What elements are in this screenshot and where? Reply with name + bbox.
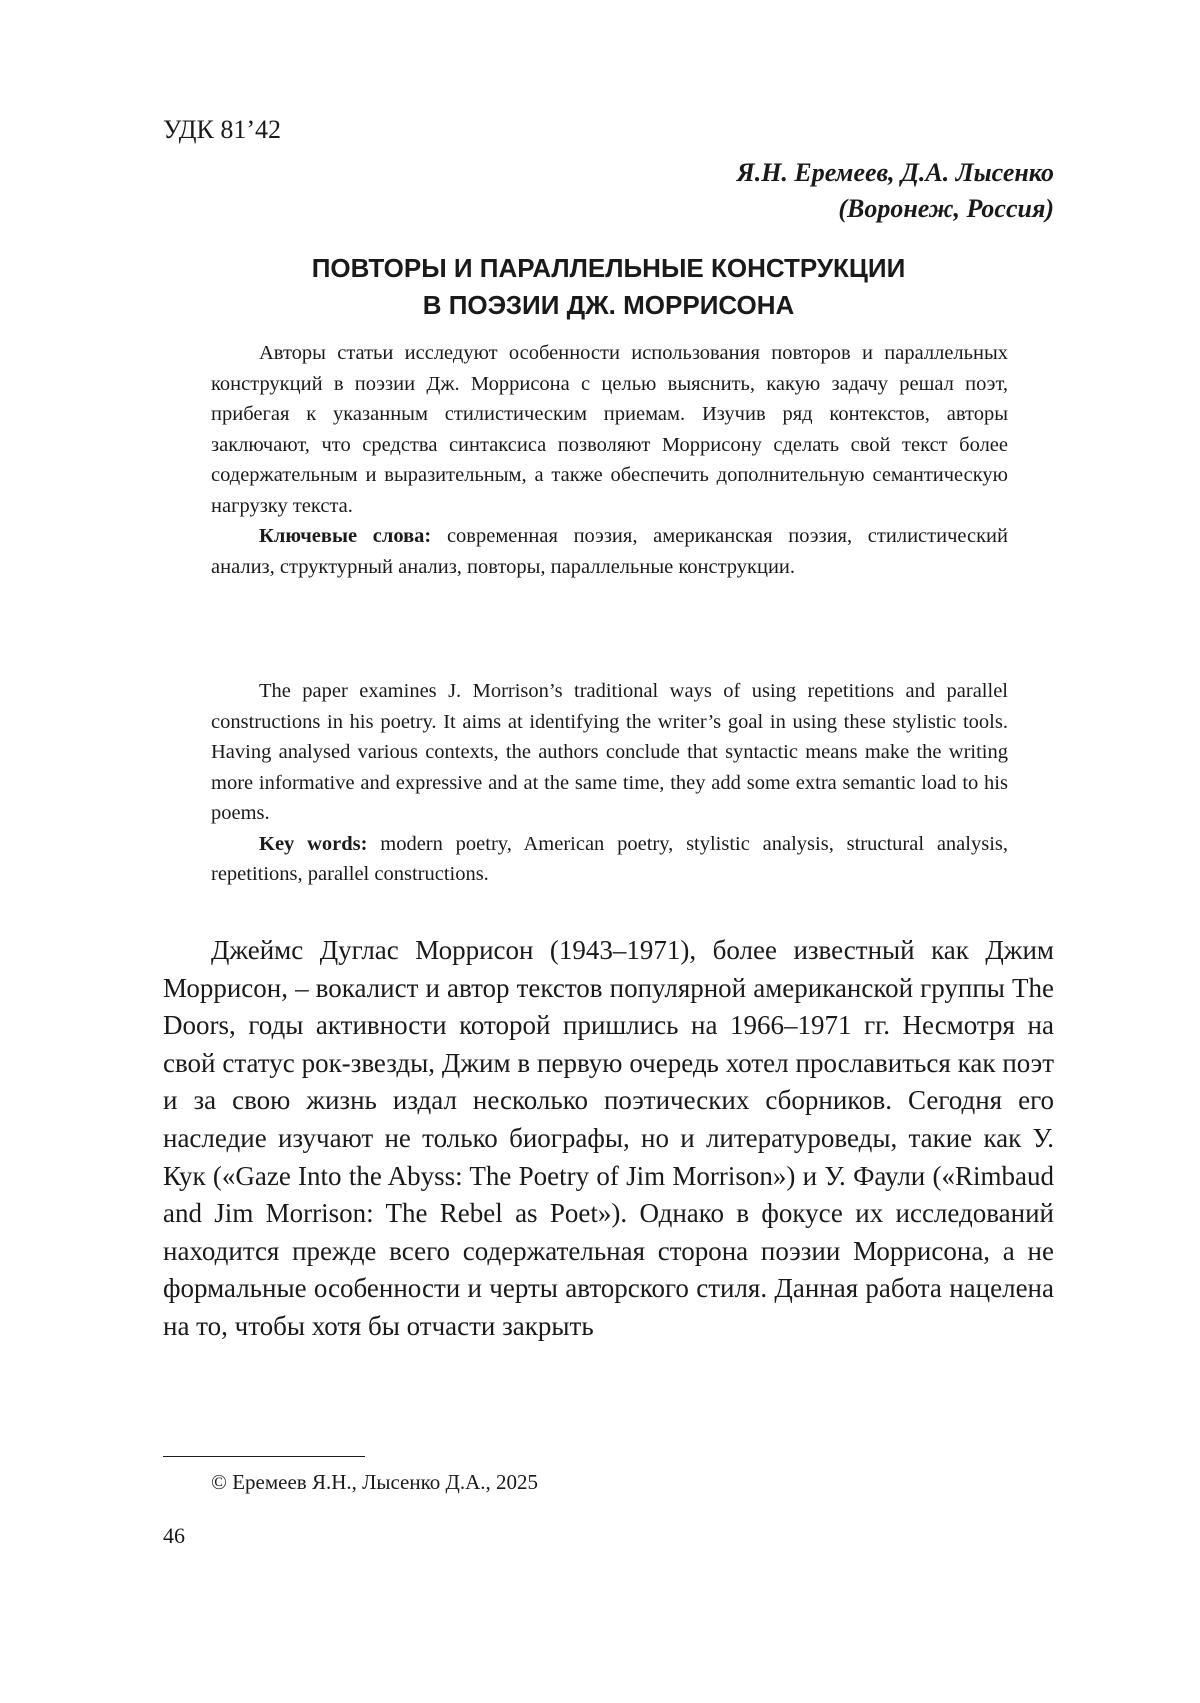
keywords-ru [211,521,1008,582]
article-title [163,250,1054,324]
abstract-ru-text: Авторы статьи исследуют особенности использования повторов и параллельных конструкций в поэзии Дж. Моррисона с целью выяснить, какую задачу решал поэт, прибегая к указанным стилистическим приемам. Изучив ряд контекстов, авторы заключают, что средства синтаксиса позволяют Моррисону сделать свой текст более содержательным и выразительным, а также обеспечить дополнительную семантическую нагрузку текста. [211,338,1008,521]
body-paragraph: Джеймс Дуглас Моррисон (1943–1971), более известный как Джим Моррисон, – вокалист и автор текстов популярной американской группы The Doors, годы активности которой пришлись на 1966–1971 гг. Несмотря на свой статус рок-звезды, Джим в первую очередь хотел прославиться как поэт и за свою жизнь издал несколько поэтических сборников. Сегодня его наследие изучают не только биографы, но и литературоведы, такие как У. Кук («Gaze Into the Abyss: The Poetry of Jim Morrison») и У. Фаули («Rimbaud and Jim Morrison: The Rebel as Poet»). Однако в фокусе их исследований находится прежде всего содержательная сторона поэзии Моррисона, а не формальные особенности и черты авторского стиля. Данная работа нацелена на то, чтобы хотя бы отчасти закрыть [163,932,1054,1346]
main-text [163,932,1054,1346]
author-block [737,155,1054,227]
author-location: (Воронеж, Россия) [737,191,1054,227]
author-names: Я.Н. Еремеев, Д.А. Лысенко [737,155,1054,191]
keywords-ru-list: современная поэзия, американская поэзия, стилистический анализ, структурный анализ, повторы, параллельные конструкции. [211,525,1008,578]
keywords-en-label: Key words: [259,833,367,855]
title-line-2: В ПОЭЗИИ ДЖ. МОРРИСОНА [163,287,1054,324]
keywords-en-list: modern poetry, American poetry, stylistic analysis, structural analysis, repetitions, parallel constructions. [211,833,1008,886]
keywords-ru-label: Ключевые слова: [259,525,431,547]
abstract-en-text: The paper examines J. Morrison’s traditional ways of using repetitions and parallel constructions in his poetry. It aims at identifying the writer’s goal in using these stylistic tools. Having analysed various contexts, the authors conclude that syntactic means make the writing more informative and expressive and at the same time, they add some extra semantic load to his poems. [211,676,1008,829]
copyright-footnote: © Еремеев Я.Н., Лысенко Д.А., 2025 [211,1470,538,1495]
article-page [0,0,1200,1703]
footnote-divider [163,1456,365,1457]
page-number: 46 [163,1523,185,1549]
title-line-1: ПОВТОРЫ И ПАРАЛЛЕЛЬНЫЕ КОНСТРУКЦИИ [163,250,1054,287]
abstract-english [211,676,1008,890]
udk-code: УДК 81’42 [163,115,281,145]
keywords-en [211,829,1008,890]
abstract-russian [211,338,1008,582]
